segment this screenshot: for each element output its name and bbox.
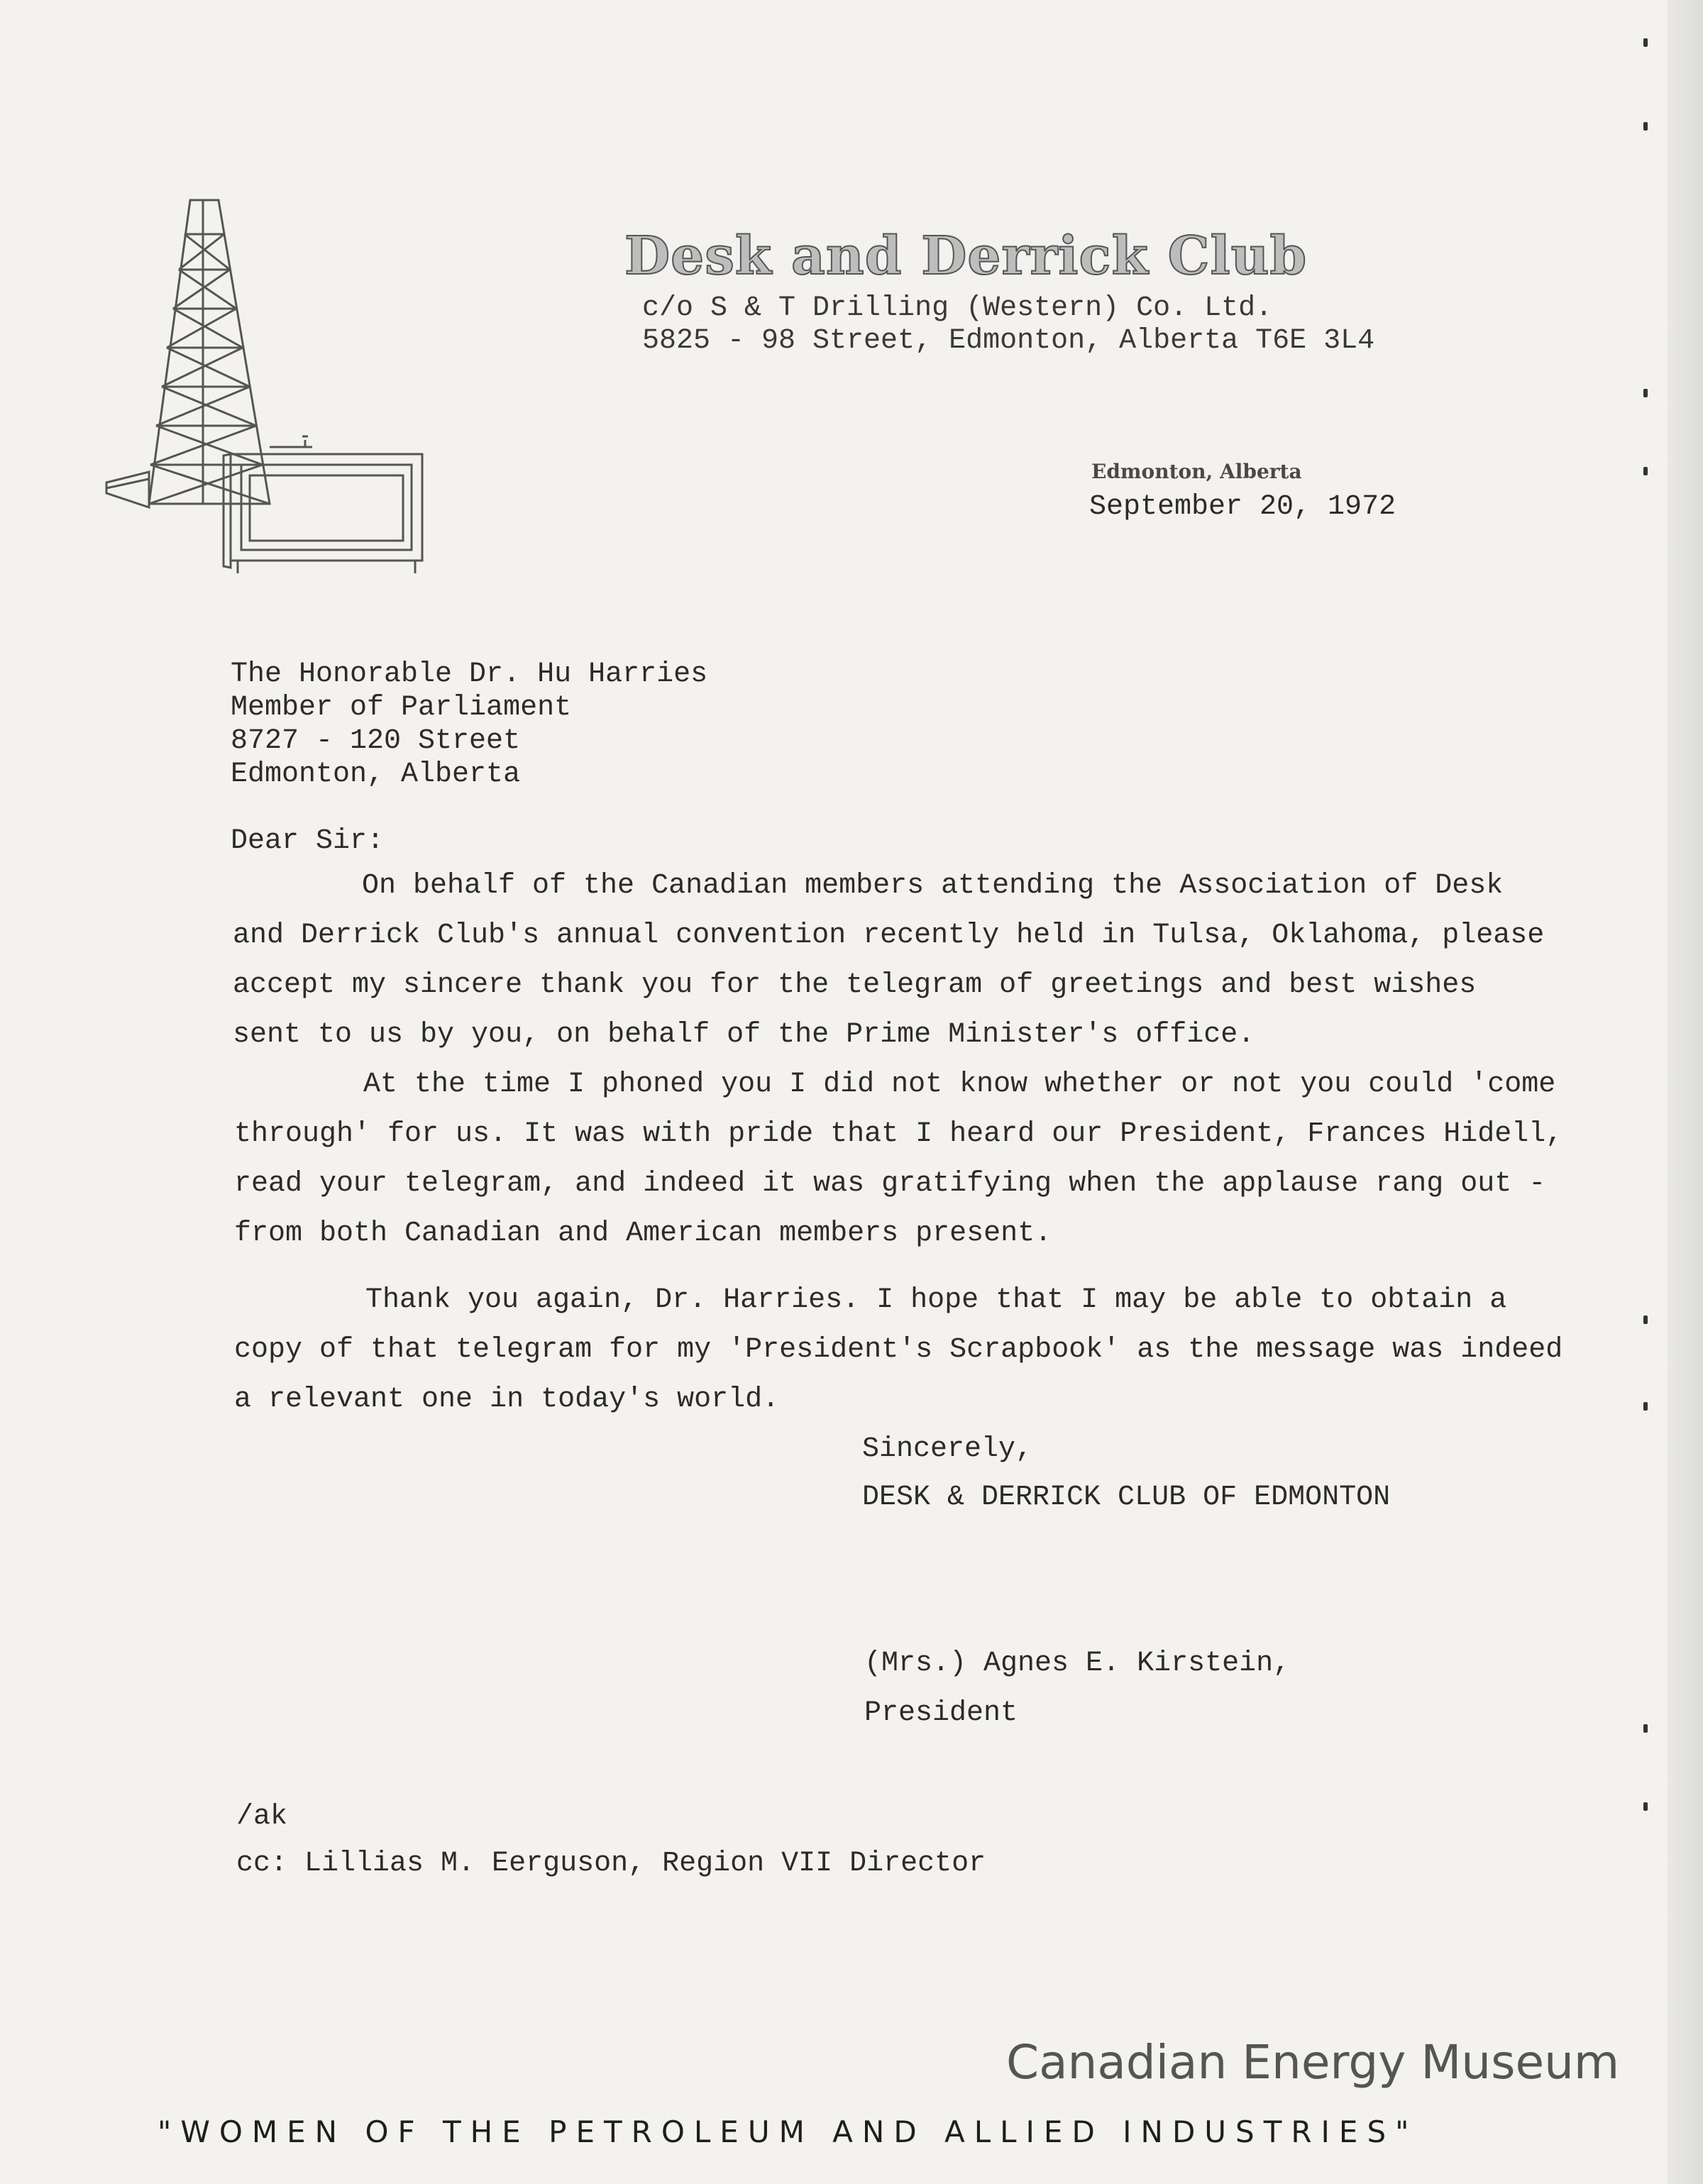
salutation: Dear Sir: — [231, 825, 385, 857]
cc-line: cc: Lillias M. Eerguson, Region VII Director — [236, 1848, 986, 1880]
oil-derrick-and-desk-icon — [99, 192, 433, 575]
punch-mark — [1643, 467, 1648, 475]
body-line: At the time I phoned you I did not know whether or not you could 'come — [363, 1069, 1556, 1101]
body-line: sent to us by you, on behalf of the Prime Minister's office. — [233, 1019, 1255, 1051]
address-line-1: c/o S & T Drilling (Western) Co. Ltd. — [642, 292, 1273, 324]
body-line: read your telegram, and indeed it was gratifying when the applause rang out - — [234, 1168, 1546, 1200]
body-line: through' for us. It was with pride that I heard our President, Frances Hidell, — [234, 1118, 1563, 1150]
museum-watermark: Canadian Energy Museum — [1006, 2035, 1620, 2090]
signer-title: President — [864, 1697, 1018, 1729]
body-line: accept my sincere thank you for the telegram of greetings and best wishes — [233, 969, 1477, 1001]
address-line-2: 5825 - 98 Street, Edmonton, Alberta T6E 3L4 — [642, 325, 1375, 357]
body-line: Thank you again, Dr. Harries. I hope that I may be able to obtain a — [365, 1284, 1507, 1316]
recipient-line: Edmonton, Alberta — [231, 759, 521, 790]
punch-mark — [1643, 1724, 1648, 1733]
punch-mark — [1643, 1402, 1648, 1411]
punch-mark — [1643, 38, 1648, 47]
dateline-place: Edmonton, Alberta — [1091, 460, 1302, 483]
reference-initials: /ak — [236, 1801, 288, 1833]
recipient-line: 8727 - 120 Street — [231, 725, 521, 757]
punch-mark — [1643, 122, 1648, 131]
page-edge — [1668, 0, 1703, 2184]
recipient-line: The Honorable Dr. Hu Harries — [231, 658, 708, 690]
punch-mark — [1643, 1802, 1648, 1811]
closing-organization: DESK & DERRICK CLUB OF EDMONTON — [862, 1482, 1391, 1513]
recipient-line: Member of Parliament — [231, 692, 572, 724]
body-line: a relevant one in today's world. — [234, 1384, 780, 1416]
body-line: and Derrick Club's annual convention recently held in Tulsa, Oklahoma, please — [233, 920, 1545, 952]
body-line: from both Canadian and American members present. — [234, 1218, 1052, 1250]
punch-mark — [1643, 1316, 1648, 1324]
body-line: On behalf of the Canadian members attending the Association of Desk — [362, 870, 1504, 902]
org-name: Desk and Derrick Club — [624, 226, 1308, 287]
punch-mark — [1643, 389, 1648, 397]
body-line: copy of that telegram for my 'President's Scrapbook' as the message was indeed — [234, 1334, 1563, 1366]
valediction: Sincerely, — [862, 1433, 1033, 1465]
letter-date: September 20, 1972 — [1089, 491, 1396, 523]
footer-slogan: "WOMEN OF THE PETROLEUM AND ALLIED INDUSTRIES" — [158, 2114, 1418, 2149]
signer-name: (Mrs.) Agnes E. Kirstein, — [864, 1648, 1291, 1680]
